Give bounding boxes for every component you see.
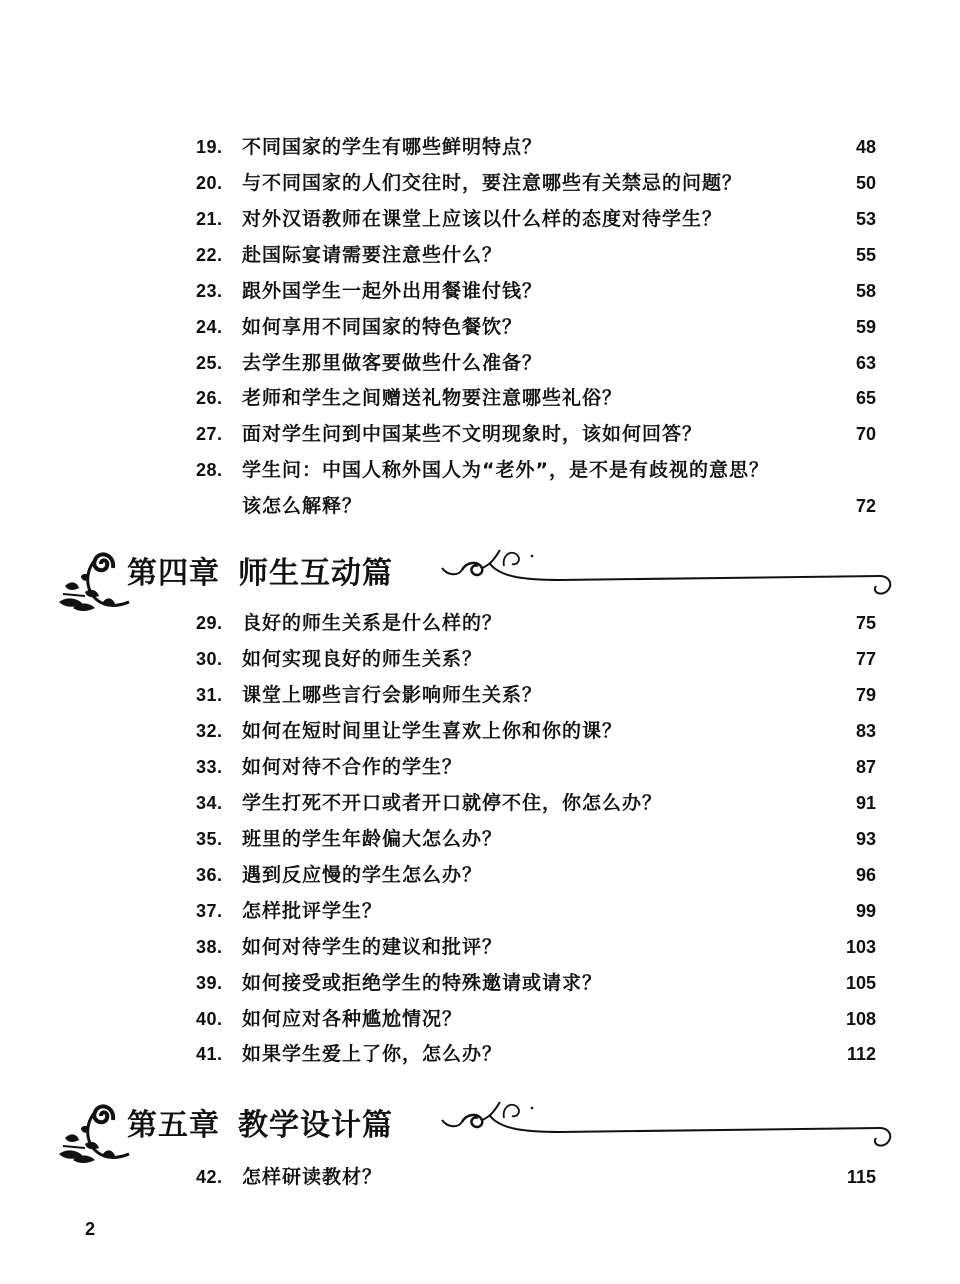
entry-title: 如何在短时间里让学生喜欢上你和你的课？ [242, 720, 623, 742]
entry-page: 96 [855, 865, 876, 885]
entry-page: 103 [845, 937, 876, 957]
toc-entry[interactable] [196, 455, 876, 485]
entry-page: 59 [855, 317, 876, 337]
toc-entry[interactable] [196, 1004, 876, 1034]
entry-title: 怎样研读教材？ [242, 1166, 383, 1188]
entry-page: 83 [855, 721, 876, 741]
entry-number: 41. [196, 1044, 223, 1064]
entry-page: 115 [846, 1167, 876, 1187]
entry-title: 如何应对各种尴尬情况？ [242, 1008, 463, 1030]
toc-entry[interactable] [196, 608, 876, 638]
entry-page: 63 [855, 353, 876, 373]
swirl-rule-icon [440, 1098, 895, 1158]
chapter-number: 第四章 [127, 556, 220, 591]
toc-entry[interactable] [196, 752, 876, 782]
chapter-title[interactable] [127, 554, 393, 594]
toc-entry[interactable] [196, 240, 876, 270]
entry-page: 50 [855, 173, 876, 193]
entry-title: 学生打死不开口或者开口就停不住，你怎么办？ [242, 792, 663, 814]
entry-number: 38. [196, 937, 223, 957]
entry-title: 良好的师生关系是什么样的？ [242, 612, 503, 634]
entry-title: 如果学生爱上了你，怎么办？ [242, 1043, 503, 1065]
entry-title: 遇到反应慢的学生怎么办？ [242, 864, 483, 886]
entry-title: 学生问：中国人称外国人为“老外”，是不是有歧视的意思？ [242, 459, 769, 481]
entry-number: 25. [196, 353, 223, 373]
entry-title: 课堂上哪些言行会影响师生关系？ [242, 684, 543, 706]
toc-entry[interactable] [196, 1162, 876, 1192]
entry-number: 29. [196, 613, 223, 633]
toc-entry-continuation[interactable] [196, 491, 876, 521]
entry-number: 31. [196, 685, 223, 705]
toc-entry[interactable] [196, 419, 876, 449]
entry-page: 87 [855, 757, 876, 777]
entry-page: 105 [845, 973, 876, 993]
entry-page: 75 [855, 613, 876, 633]
entry-number: 23. [196, 281, 223, 301]
entry-number: 32. [196, 721, 223, 741]
toc-entry[interactable] [196, 824, 876, 854]
toc-entry[interactable] [196, 132, 876, 162]
entry-title: 怎样批评学生？ [242, 900, 383, 922]
toc-entry[interactable] [196, 276, 876, 306]
entry-page: 77 [855, 649, 876, 669]
toc-entry[interactable] [196, 644, 876, 674]
entry-title-continued: 该怎么解释？ [242, 495, 363, 517]
entry-number: 26. [196, 388, 223, 408]
toc-entry[interactable] [196, 312, 876, 342]
toc-entry[interactable] [196, 204, 876, 234]
entry-number: 40. [196, 1009, 223, 1029]
entry-page: 91 [855, 793, 876, 813]
entry-number: 20. [196, 173, 223, 193]
floral-scroll-icon [55, 1098, 135, 1168]
entry-page: 58 [855, 281, 876, 301]
entry-title: 去学生那里做客要做些什么准备？ [242, 352, 543, 374]
entry-title: 与不同国家的人们交往时，要注意哪些有关禁忌的问题？ [242, 172, 743, 194]
chapter-name: 师生互动篇 [238, 556, 393, 591]
entry-number: 35. [196, 829, 223, 849]
entry-page: 108 [845, 1009, 876, 1029]
toc-entry[interactable] [196, 860, 876, 890]
chapter-number: 第五章 [127, 1108, 220, 1143]
entry-title: 班里的学生年龄偏大怎么办？ [242, 828, 503, 850]
entry-title: 不同国家的学生有哪些鲜明特点？ [242, 136, 543, 158]
toc-entry[interactable] [196, 348, 876, 378]
entry-number: 30. [196, 649, 223, 669]
entry-title: 对外汉语教师在课堂上应该以什么样的态度对待学生？ [242, 208, 723, 230]
toc-entry[interactable] [196, 788, 876, 818]
entry-page: 72 [855, 496, 876, 516]
entry-title: 如何享用不同国家的特色餐饮？ [242, 316, 523, 338]
entry-title: 如何对待不合作的学生？ [242, 756, 463, 778]
entry-title: 跟外国学生一起外出用餐谁付钱？ [242, 280, 543, 302]
toc-entry[interactable] [196, 383, 876, 413]
chapter-heading-5 [55, 1098, 895, 1168]
entry-page: 55 [855, 245, 876, 265]
floral-scroll-icon [55, 546, 135, 616]
entry-page: 48 [855, 137, 876, 157]
entry-number: 27. [196, 424, 223, 444]
toc-entry[interactable] [196, 968, 876, 998]
entry-number: 33. [196, 757, 223, 777]
entry-number: 19. [196, 137, 223, 157]
toc-entry[interactable] [196, 932, 876, 962]
entry-title: 赴国际宴请需要注意些什么？ [242, 244, 503, 266]
chapter-heading-4 [55, 546, 895, 616]
entry-title: 如何实现良好的师生关系？ [242, 648, 483, 670]
entry-number: 21. [196, 209, 223, 229]
entry-title: 老师和学生之间赠送礼物要注意哪些礼俗？ [242, 387, 623, 409]
page-number: 2 [85, 1219, 96, 1239]
chapter-name: 教学设计篇 [238, 1108, 393, 1143]
entry-page: 99 [855, 901, 876, 921]
entry-number: 37. [196, 901, 223, 921]
entry-number: 34. [196, 793, 223, 813]
chapter-title[interactable] [127, 1106, 393, 1146]
entry-page: 53 [855, 209, 876, 229]
entry-number: 28. [196, 460, 223, 480]
entry-number: 24. [196, 317, 223, 337]
entry-page: 112 [846, 1044, 876, 1064]
entry-page: 65 [855, 388, 876, 408]
entry-title: 如何接受或拒绝学生的特殊邀请或请求？ [242, 972, 603, 994]
entry-page: 70 [855, 424, 876, 444]
entry-number: 42. [196, 1167, 223, 1187]
toc-entry[interactable] [196, 1039, 876, 1069]
entry-title: 如何对待学生的建议和批评？ [242, 936, 503, 958]
entry-number: 22. [196, 245, 223, 265]
entry-number: 39. [196, 973, 223, 993]
entry-page: 93 [855, 829, 876, 849]
toc-entry[interactable] [196, 680, 876, 710]
entry-number: 36. [196, 865, 223, 885]
toc-entry[interactable] [196, 716, 876, 746]
toc-entry[interactable] [196, 896, 876, 926]
entry-title: 面对学生问到中国某些不文明现象时，该如何回答？ [242, 423, 703, 445]
toc-entry[interactable] [196, 168, 876, 198]
entry-page: 79 [855, 685, 876, 705]
swirl-rule-icon [440, 546, 895, 606]
